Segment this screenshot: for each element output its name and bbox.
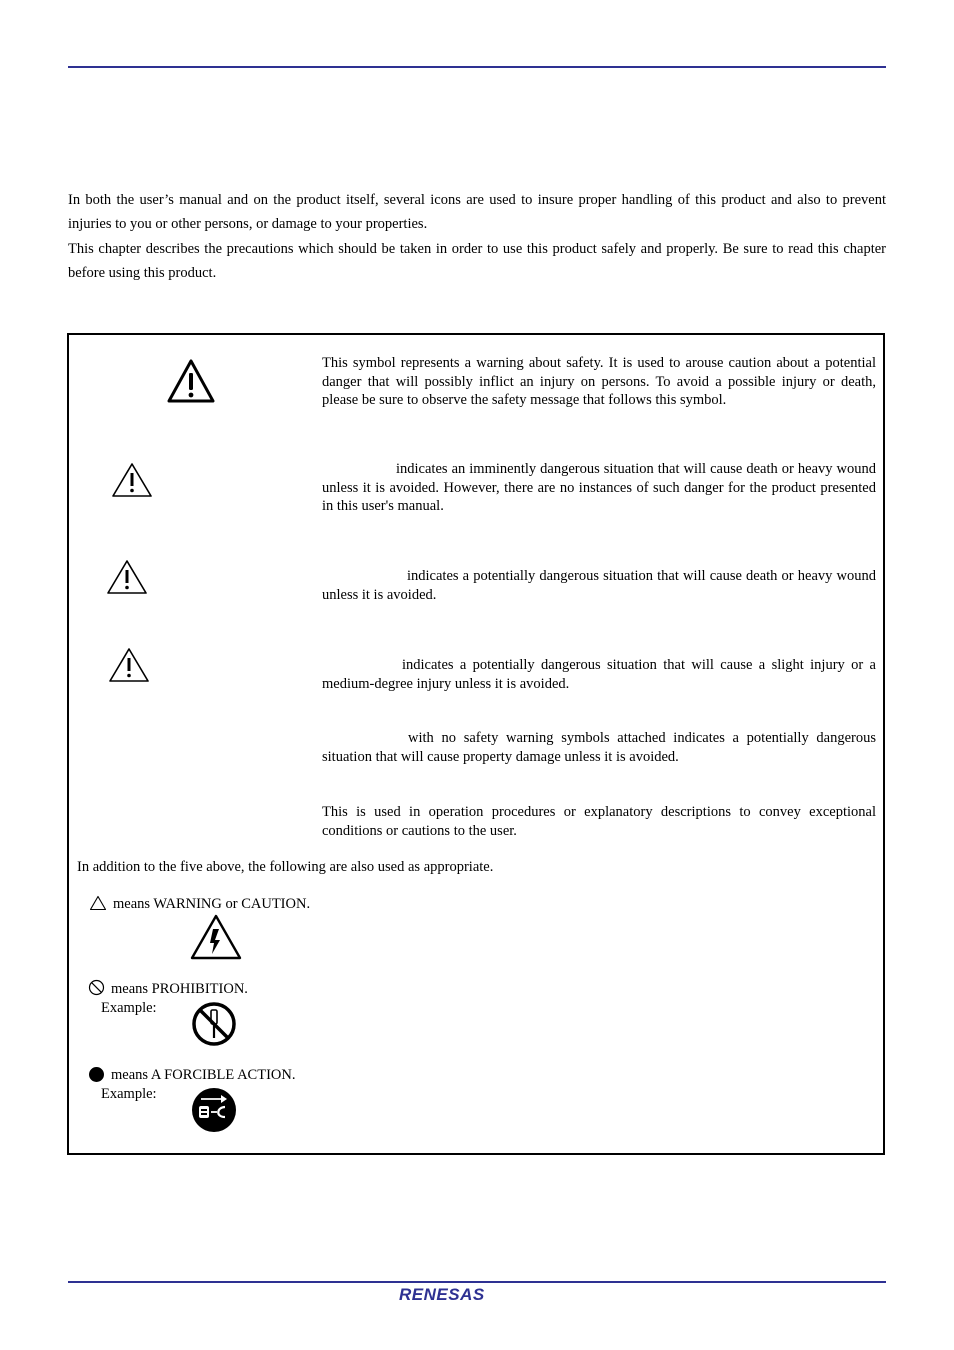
important-description: This is used in operation procedures or explanatory descriptions to convey exceptional conditions or cautions to the user. <box>322 804 876 839</box>
small-triangle-icon <box>89 895 107 911</box>
safety-symbols-box <box>67 333 885 1155</box>
caution-icon <box>107 646 151 684</box>
warning-description: indicates a potentially dangerous situation that will cause death or heavy wound unless it is avoided. <box>322 568 876 603</box>
additional-symbols-lead: In addition to the five above, the following are also used as appropriate. <box>77 859 494 875</box>
warning-triangle-icon <box>165 357 217 405</box>
intro-paragraph-1: In both the user’s manual and on the product itself, several icons are used to insure proper handling of this product and also to prevent injuries to you or other persons, or damage to your properties. <box>68 192 886 232</box>
small-prohibition-icon <box>88 979 105 996</box>
intro-paragraph-2: This chapter describes the precautions which should be taken in order to use this product safely and properly. Be sure to read this chapter before using this product. <box>68 241 886 281</box>
danger-icon <box>110 461 154 499</box>
svg-text:RENESAS: RENESAS <box>399 1285 485 1304</box>
prohibition-note: means PROHIBITION. <box>111 981 248 997</box>
forcible-example-label: Example: <box>101 1086 157 1102</box>
warning-caution-note: means WARNING or CAUTION. <box>113 896 311 912</box>
no-disassembly-icon <box>191 1001 237 1047</box>
warning-icon <box>105 558 149 596</box>
small-filled-circle-icon <box>88 1066 105 1083</box>
header-rule <box>68 66 886 68</box>
renesas-logo <box>399 1284 511 1304</box>
danger-description: indicates an imminently dangerous situation that will cause death or heavy wound unless it is avoided. However, there are no instances of such danger for the product presented in this user's manual. <box>322 461 876 514</box>
unplug-icon <box>191 1087 237 1133</box>
caution-no-symbol-description: with no safety warning symbols attached indicates a potentially dangerous situation that will cause property damage unless it is avoided. <box>322 730 876 765</box>
footer-rule <box>68 1281 886 1283</box>
high-voltage-icon <box>189 913 243 961</box>
caution-description: indicates a potentially dangerous situation that will cause a slight injury or a medium-degree injury unless it is avoided. <box>322 657 876 692</box>
safety-symbol-description: This symbol represents a warning about safety. It is used to arouse caution about a potential danger that will possibly inflict an injury on persons. To avoid a possible injury or death, please be sure to observe the safety message that follows this symbol. <box>322 355 876 408</box>
forcible-action-note: means A FORCIBLE ACTION. <box>111 1067 296 1083</box>
prohibition-example-label: Example: <box>101 1000 157 1016</box>
